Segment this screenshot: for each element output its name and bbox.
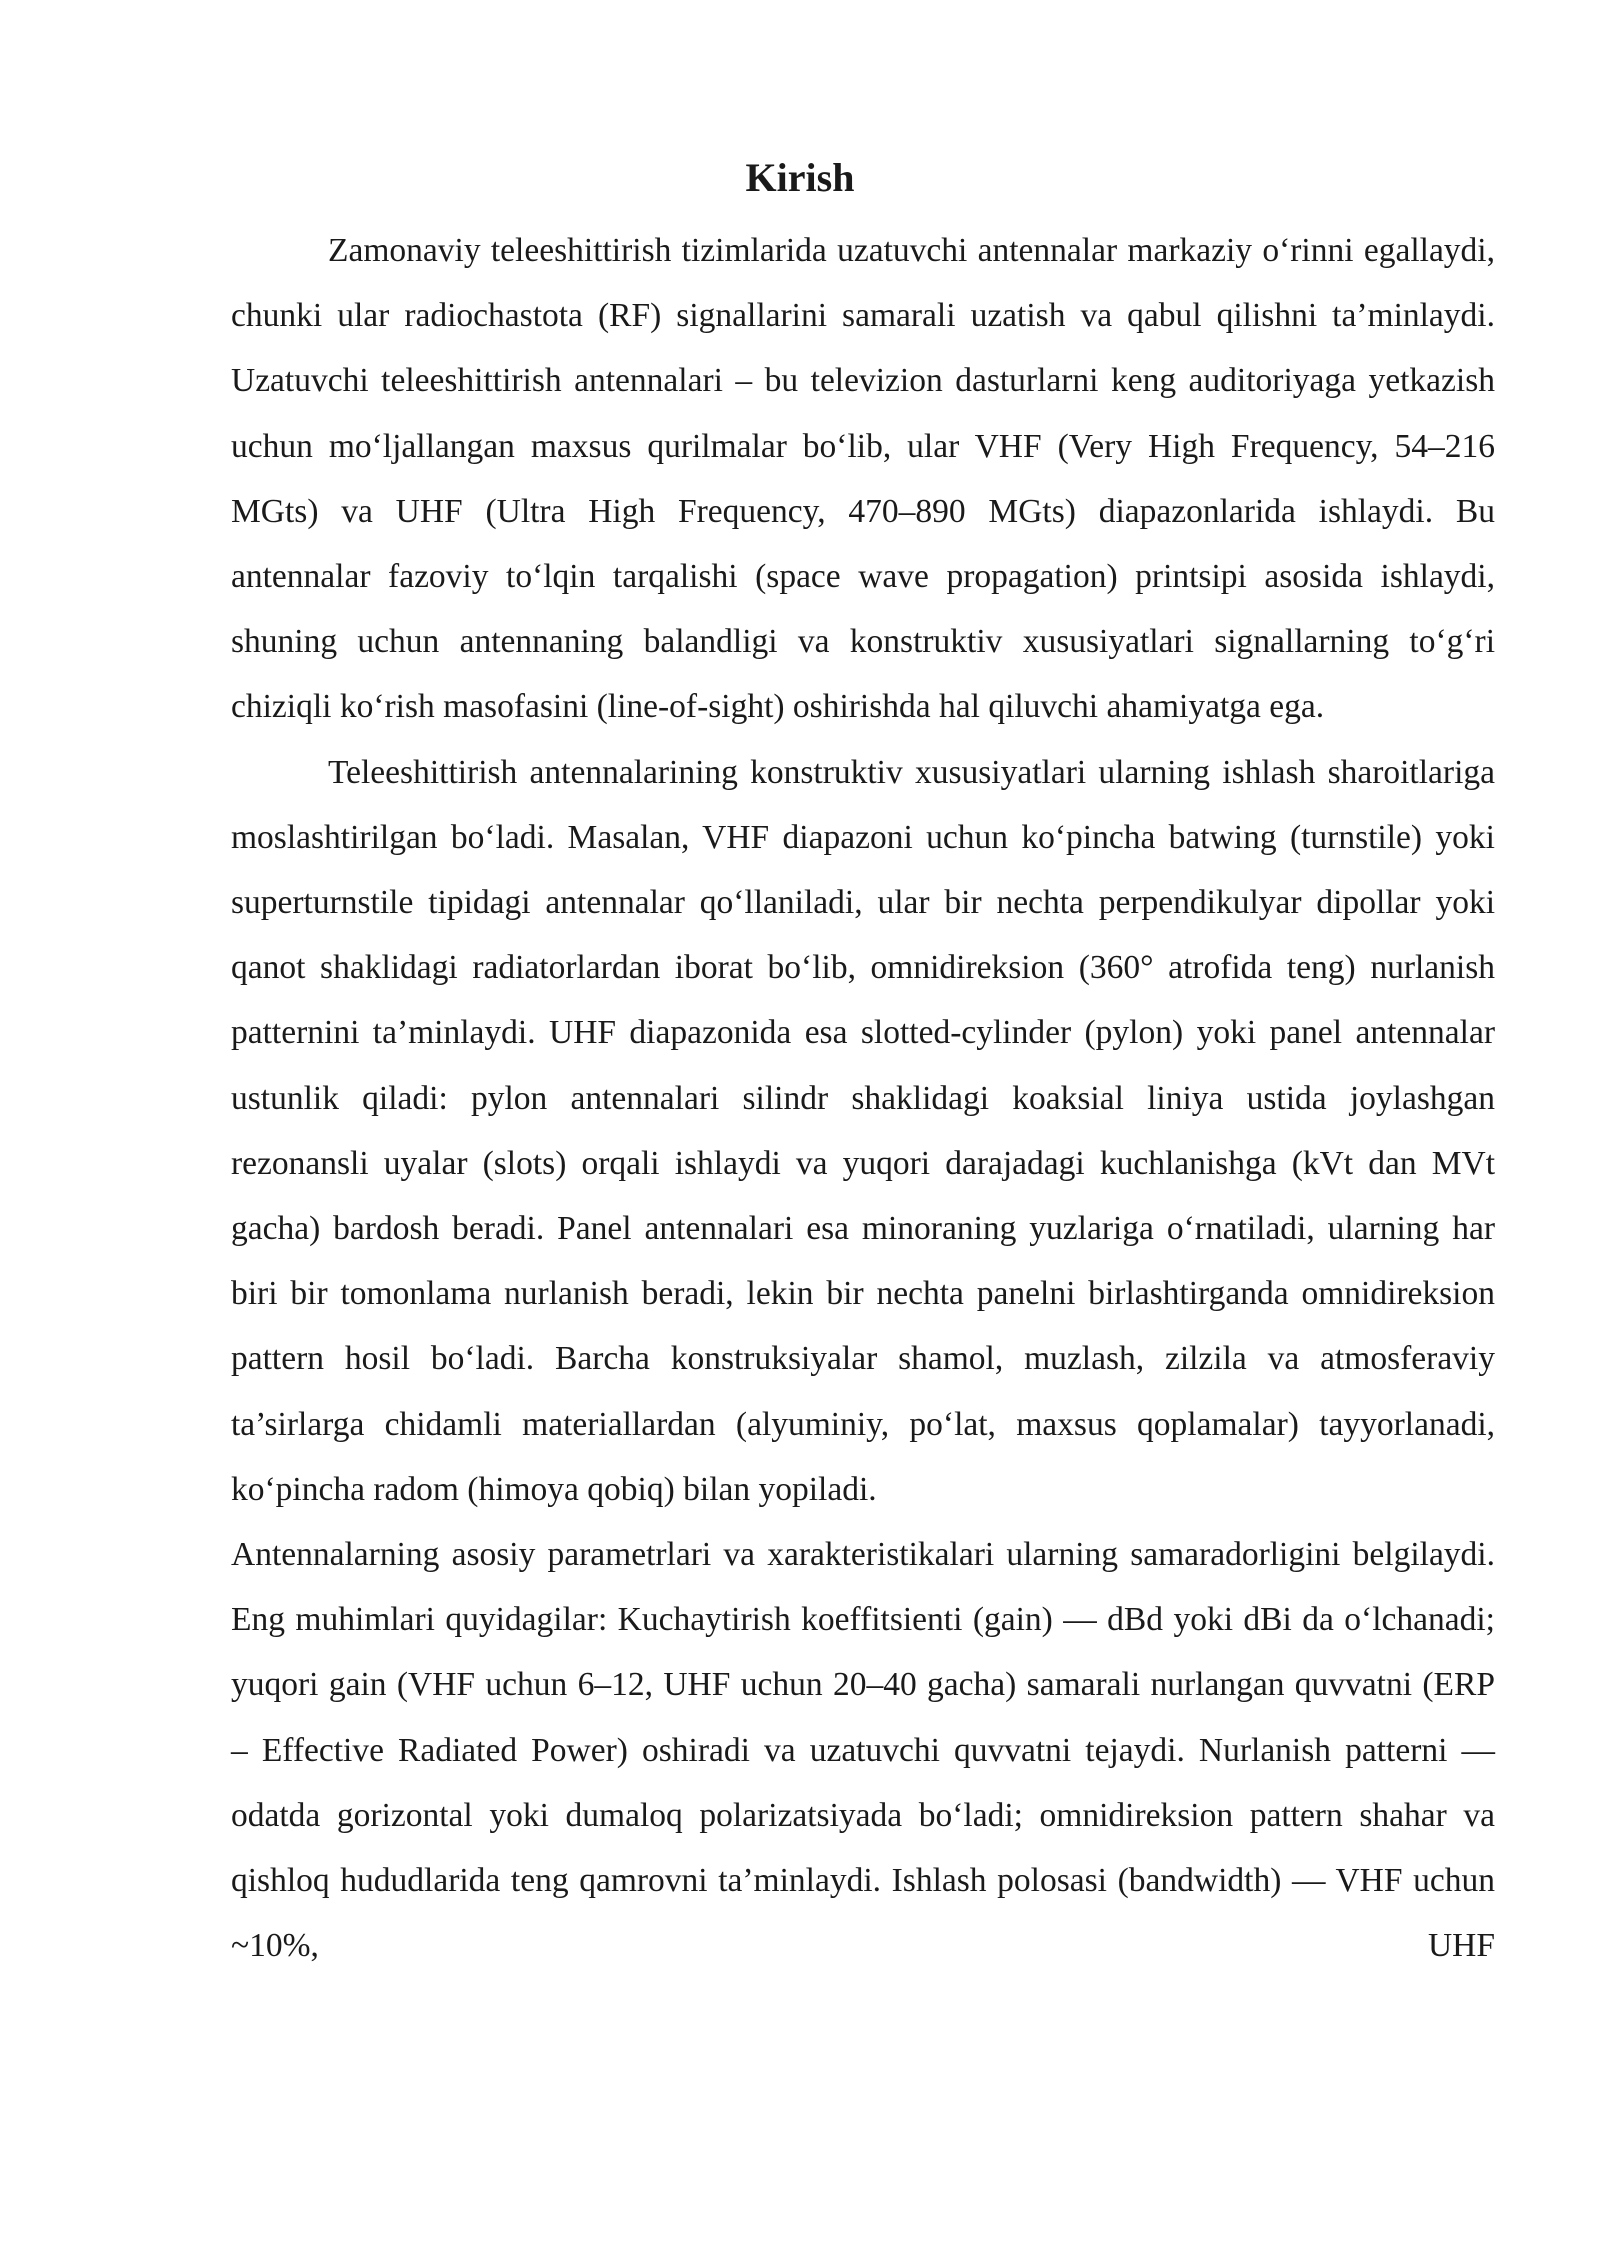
paragraph-intro: Zamonaviy teleeshittirish tizimlarida uzatuvchi antennalar markaziy o‘rinni egallaydi, chunki ular radiochastota (RF) signallarini samarali uzatish va qabul qilishni ta’minlaydi. Uzatuvchi teleeshittirish antennalari – bu televizion dasturlarni keng auditoriyaga yetkazish uchun mo‘ljallangan maxsus qurilmalar bo‘lib, ular VHF (Very High Frequency, 54–216 MGts) va UHF (Ultra High Frequency, 470–890 MGts) diapazonlarida ishlaydi. Bu antennalar fazoviy to‘lqin tarqalishi (space wave propagation) printsipi asosida ishlaydi, shuning uchun antennaning balandligi va konstruktiv xususiyatlari signallarning to‘g‘ri chiziqli ko‘rish masofasini (line-of-sight) oshirishda hal qiluvchi ahamiyatga ega. — [231, 232, 1495, 726]
document-body — [231, 218, 1495, 1978]
paragraph-construction: Teleeshittirish antennalarining konstruktiv xususiyatlari ularning ishlash sharoitlariga moslashtirilgan bo‘ladi. Masalan, VHF diapazoni uchun ko‘pincha batwing (turnstile) yoki superturnstile tipidagi antennalar qo‘llaniladi, ular bir nechta perpendikulyar dipollar yoki qanot shaklidagi radiatorlardan iborat bo‘lib, omnidireksion (360° atrofida teng) nurlanish patternini ta’minlaydi. UHF diapazonida esa slotted-cylinder (pylon) yoki panel antennalar ustunlik qiladi: pylon antennalari silindr shaklidagi koaksial liniya ustida joylashgan rezonansli uyalar (slots) orqali ishlaydi va yuqori darajadagi kuchlanishga (kVt dan MVt gacha) bardosh beradi. Panel antennalari esa minoraning yuzlariga o‘rnatiladi, ularning har biri bir tomonlama nurlanish beradi, lekin bir nechta panelni birlashtirganda omnidireksion pattern hosil bo‘ladi. Barcha konstruksiyalar shamol, muzlash, zilzila va atmosferaviy ta’sirlarga chidamli materiallardan (alyuminiy, po‘lat, maxsus qoplamalar) tayyorlanadi, ko‘pincha radom (himoya qobiq) bilan yopiladi. — [231, 753, 1495, 1508]
page-title: Kirish — [745, 155, 855, 200]
paragraph-parameters: Antennalarning asosiy parametrlari va xarakteristikalari ularning samaradorligini belgilaydi. Eng muhimlari quyidagilar: Kuchaytirish koeffitsienti (gain) — dBd yoki dBi da o‘lchanadi; yuqori gain (VHF uchun 6–12, UHF uchun 20–40 gacha) samarali nurlangan quvvatni (ERP – Effective Radiated Power) oshiradi va uzatuvchi quvvatni tejaydi. Nurlanish patterni — odatda gorizontal yoki dumaloq polarizatsiyada bo‘ladi; omnidireksion pattern shahar va qishloq hududlarida teng qamrovni ta’minlaydi. Ishlash polosasi (bandwidth) — VHF uchun ~10%, UHF — [231, 1536, 1495, 1965]
